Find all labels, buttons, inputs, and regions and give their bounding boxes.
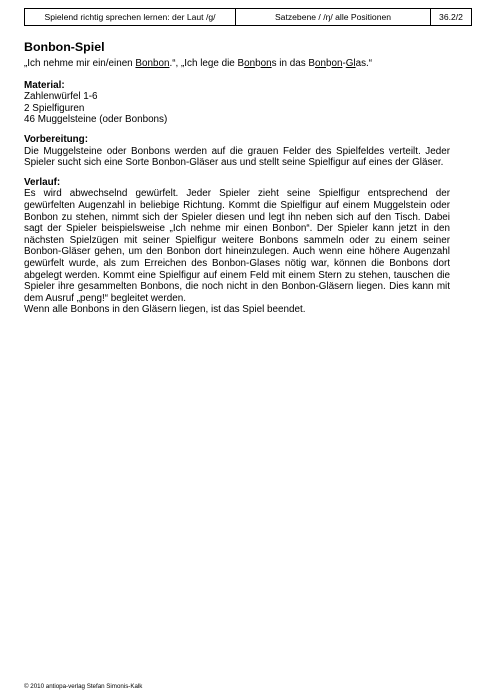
material-item: Zahlenwürfel 1-6 <box>24 91 98 103</box>
verlauf-section <box>24 177 450 316</box>
verlauf-text: Es wird abwechselnd gewürfelt. Jeder Spieler zieht seine Spielfigur entsprechend der gewürfelten Augenzahl in beliebige Richtung. Kommt die Spielfigur auf einem Muggelstein oder Bonbon zu stehen, nimmt sich der Spieler diesen und legt ihn neben sich auf den Tisch. Dabei sagt der Spieler beispielsweise „Ich nehme mir einen Bonbon“. Der Spieler kann jetzt in den nächsten Spielzügen mit seiner Spielfigur weitere Bonbons sammeln oder zu einem seiner Bonbon-Gläser gehen, um den Bonbon dort hineinzulegen. Auch wenn eine höhere Augenzahl gewürfelt wurde, als zum Erreichen des Bonbon-Glases nötig war, können die Bonbons dort abgelegt werden. Kommt eine Spielfigur auf einem Feld mit einem Stern zu stehen, tauschen die Spieler ihre gesammelten Bonbons, die noch nicht in den Bonbon-Gläsern liegen. Dies kann mit dem Ausruf „peng!“ begleitet werden. <box>24 188 450 304</box>
header-book-title: Spielend richtig sprechen lernen: der Laut /g/ <box>25 9 236 25</box>
quote-underlined: on <box>331 58 343 69</box>
material-section <box>24 80 450 126</box>
quote-text: .“, „Ich le <box>169 58 208 69</box>
material-item: 46 Muggelsteine (oder Bonbons) <box>24 114 168 126</box>
quote-underlined: on <box>244 58 256 69</box>
quote-text: b <box>325 58 332 69</box>
quote-text: - <box>342 58 346 69</box>
quote-underlined: Gl <box>345 58 356 69</box>
page-title: Bonbon-Spiel <box>24 40 105 54</box>
header-page-number: 36.2/2 <box>439 12 463 22</box>
vorbereitung-text: Die Muggelsteine oder Bonbons werden auf die grauen Felder des Spielfeldes verteilt. Jeder Spieler sucht sich eine Sorte Bonbon-Gläser aus und stellt seine Spielfigur auf eines der Gläser. <box>24 145 450 169</box>
quote-text: e die B <box>213 58 245 69</box>
verlauf-heading: Verlauf: <box>24 176 61 188</box>
document-body <box>24 40 450 324</box>
verlauf-end-text: Wenn alle Bonbons in den Gläsern liegen, ist das Spiel beendet. <box>24 304 306 316</box>
material-heading: Material: <box>24 79 65 91</box>
quote-underlined: g <box>207 58 214 69</box>
vorbereitung-heading: Vorbereitung: <box>24 133 89 145</box>
header-table <box>24 8 472 26</box>
header-level: Satzebene / /ŋ/ alle Positionen <box>236 9 431 25</box>
quote-text: as.“ <box>355 58 373 69</box>
quote-underlined-word: Bonbon <box>135 58 170 69</box>
quote-text: „Ich nehme mir ein/einen <box>24 58 136 69</box>
quote-underlined: on <box>314 58 326 69</box>
material-item: 2 Spielfiguren <box>24 102 85 114</box>
quote-underlined: on <box>260 58 272 69</box>
example-sentences <box>24 58 450 70</box>
quote-text: s in das B <box>271 58 315 69</box>
quote-text: b <box>255 58 261 69</box>
vorbereitung-section <box>24 134 450 169</box>
copyright-footer: © 2010 antiopa-verlag Stefan Simonis-Kalk <box>24 683 143 690</box>
